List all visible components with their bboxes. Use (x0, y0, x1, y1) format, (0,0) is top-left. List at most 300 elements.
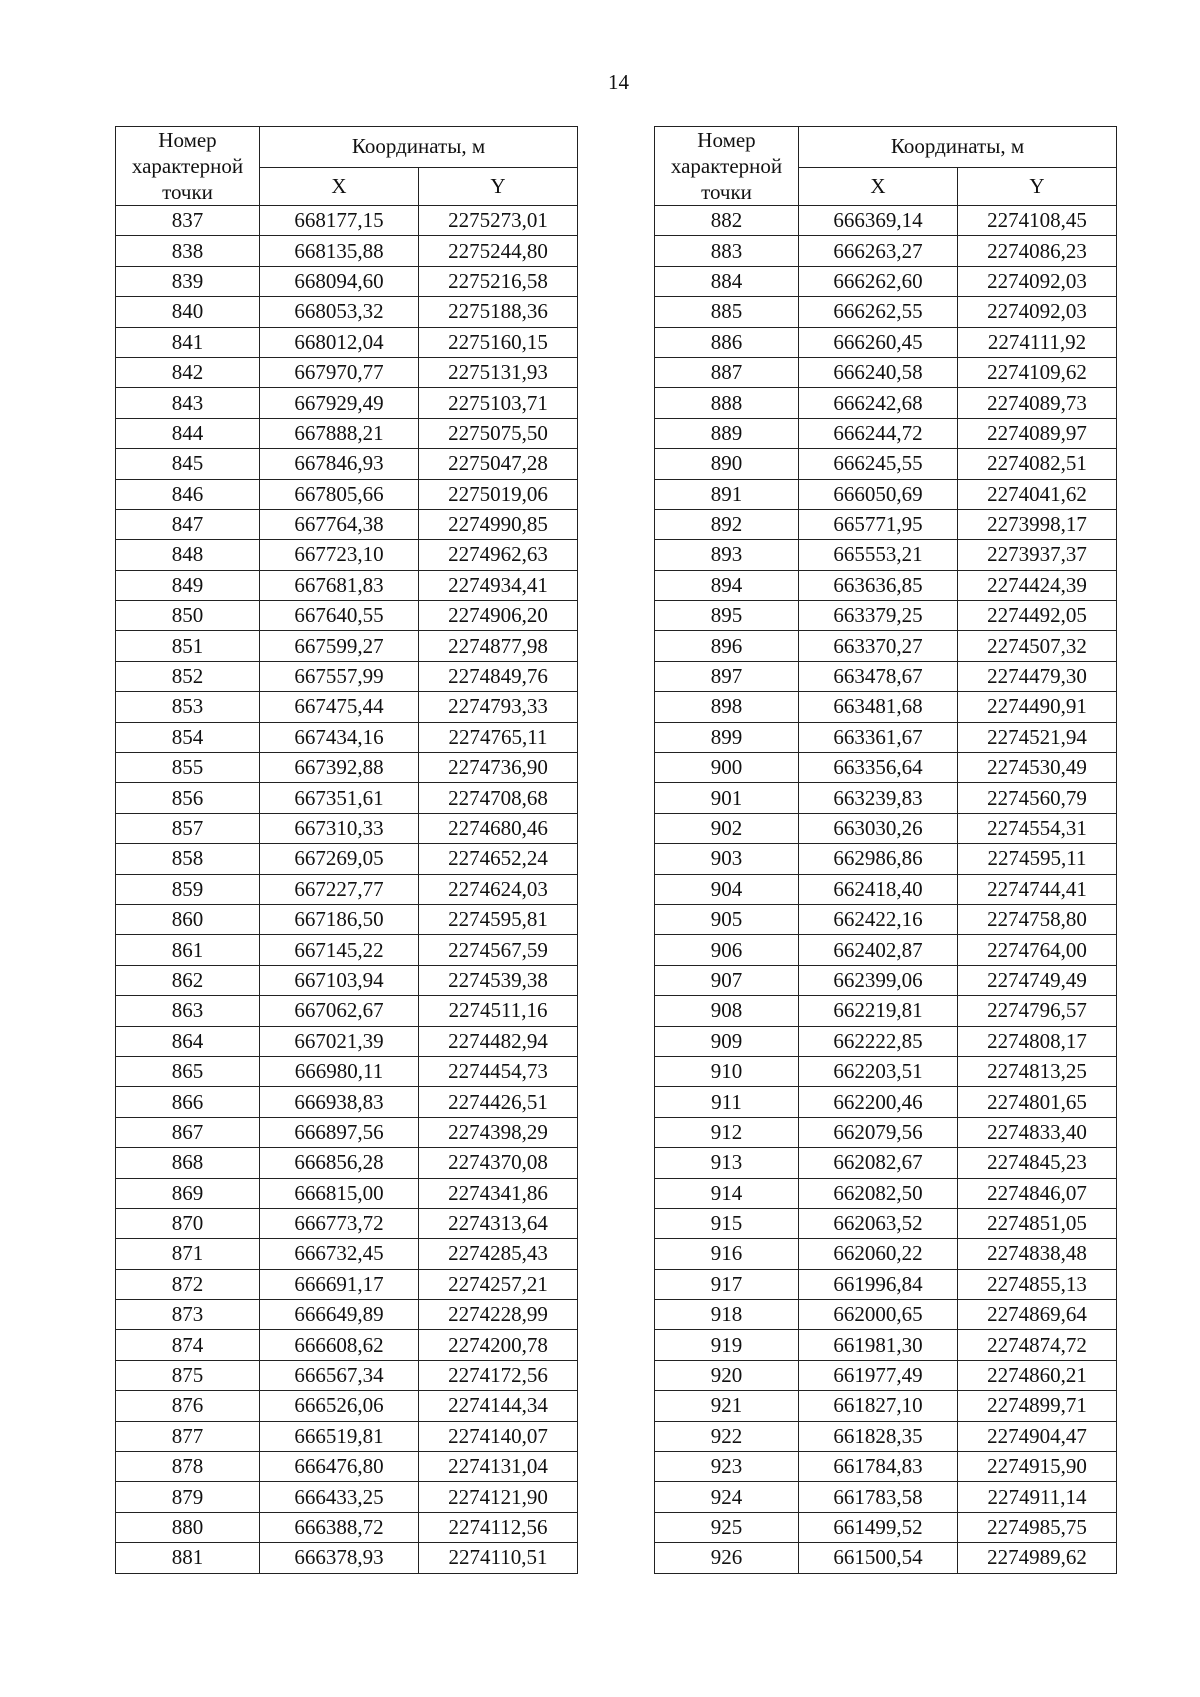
x-coordinate-cell: 666938,83 (260, 1087, 419, 1117)
y-coordinate-cell: 2274934,41 (419, 570, 578, 600)
x-coordinate-cell: 663030,26 (799, 813, 958, 843)
y-coordinate-cell: 2274744,41 (958, 874, 1117, 904)
x-coordinate-cell: 668053,32 (260, 297, 419, 327)
table-row (116, 297, 578, 327)
y-coordinate-cell: 2275047,28 (419, 449, 578, 479)
table-row (655, 388, 1117, 418)
point-number-cell: 900 (655, 753, 799, 783)
point-number-header: Номер характерной точки (655, 127, 799, 206)
x-coordinate-cell: 668177,15 (260, 206, 419, 236)
x-coordinate-cell: 667681,83 (260, 570, 419, 600)
point-number-cell: 926 (655, 1543, 799, 1573)
y-coordinate-cell: 2274758,80 (958, 904, 1117, 934)
x-coordinate-cell: 666433,25 (260, 1482, 419, 1512)
table-row (116, 935, 578, 965)
x-coordinate-cell: 662422,16 (799, 904, 958, 934)
x-header: X (260, 167, 419, 205)
point-number-cell: 858 (116, 844, 260, 874)
point-number-cell: 899 (655, 722, 799, 752)
point-number-cell: 915 (655, 1208, 799, 1238)
y-coordinate-cell: 2274257,21 (419, 1269, 578, 1299)
x-coordinate-cell: 663636,85 (799, 570, 958, 600)
table-row (116, 1330, 578, 1360)
x-coordinate-cell: 667599,27 (260, 631, 419, 661)
table-row (116, 661, 578, 691)
table-row (116, 418, 578, 448)
table-row (116, 1117, 578, 1147)
table-row (655, 540, 1117, 570)
point-number-cell: 894 (655, 570, 799, 600)
point-number-cell: 909 (655, 1026, 799, 1056)
x-coordinate-cell: 662060,22 (799, 1239, 958, 1269)
table-row (116, 692, 578, 722)
x-coordinate-cell: 666980,11 (260, 1056, 419, 1086)
x-coordinate-cell: 666773,72 (260, 1208, 419, 1238)
y-coordinate-cell: 2274764,00 (958, 935, 1117, 965)
x-header: X (799, 167, 958, 205)
x-coordinate-cell: 666649,89 (260, 1300, 419, 1330)
x-coordinate-cell: 667392,88 (260, 753, 419, 783)
x-coordinate-cell: 668094,60 (260, 266, 419, 296)
y-coordinate-cell: 2274109,62 (958, 357, 1117, 387)
point-number-cell: 925 (655, 1512, 799, 1542)
y-coordinate-cell: 2274915,90 (958, 1452, 1117, 1482)
x-coordinate-cell: 666050,69 (799, 479, 958, 509)
y-coordinate-cell: 2274624,03 (419, 874, 578, 904)
point-number-cell: 883 (655, 236, 799, 266)
y-coordinate-cell: 2274144,34 (419, 1391, 578, 1421)
y-coordinate-cell: 2274911,14 (958, 1482, 1117, 1512)
table-row (655, 1300, 1117, 1330)
y-coordinate-cell: 2274846,07 (958, 1178, 1117, 1208)
table-row (655, 904, 1117, 934)
point-number-cell: 857 (116, 813, 260, 843)
x-coordinate-cell: 666476,80 (260, 1452, 419, 1482)
point-number-cell: 847 (116, 509, 260, 539)
x-coordinate-cell: 662000,65 (799, 1300, 958, 1330)
table-row (116, 509, 578, 539)
point-number-cell: 849 (116, 570, 260, 600)
y-coordinate-cell: 2274877,98 (419, 631, 578, 661)
table-row (655, 1360, 1117, 1390)
x-coordinate-cell: 666567,34 (260, 1360, 419, 1390)
table-row (655, 844, 1117, 874)
table-row (116, 904, 578, 934)
point-number-cell: 906 (655, 935, 799, 965)
table-row (655, 996, 1117, 1026)
point-number-cell: 914 (655, 1178, 799, 1208)
table-row (655, 206, 1117, 236)
coordinates-table-left (115, 126, 578, 1574)
table-row (655, 327, 1117, 357)
point-number-cell: 901 (655, 783, 799, 813)
table-row (116, 1239, 578, 1269)
y-header: Y (419, 167, 578, 205)
table-row (116, 996, 578, 1026)
table-row (116, 1026, 578, 1056)
table-row (116, 1208, 578, 1238)
point-number-cell: 872 (116, 1269, 260, 1299)
y-coordinate-cell: 2274899,71 (958, 1391, 1117, 1421)
y-coordinate-cell: 2275019,06 (419, 479, 578, 509)
point-number-cell: 910 (655, 1056, 799, 1086)
page-number: 14 (608, 70, 629, 94)
point-number-cell: 922 (655, 1421, 799, 1451)
y-coordinate-cell: 2274985,75 (958, 1512, 1117, 1542)
x-coordinate-cell: 666856,28 (260, 1148, 419, 1178)
table-row (116, 570, 578, 600)
point-number-cell: 880 (116, 1512, 260, 1542)
y-coordinate-cell: 2275160,15 (419, 327, 578, 357)
point-number-cell: 904 (655, 874, 799, 904)
table-row (116, 965, 578, 995)
x-coordinate-cell: 667103,94 (260, 965, 419, 995)
x-coordinate-cell: 666260,45 (799, 327, 958, 357)
point-number-cell: 876 (116, 1391, 260, 1421)
y-coordinate-cell: 2274808,17 (958, 1026, 1117, 1056)
x-coordinate-cell: 663356,64 (799, 753, 958, 783)
x-coordinate-cell: 666262,60 (799, 266, 958, 296)
y-coordinate-cell: 2273998,17 (958, 509, 1117, 539)
point-number-cell: 869 (116, 1178, 260, 1208)
x-coordinate-cell: 661981,30 (799, 1330, 958, 1360)
y-coordinate-cell: 2274426,51 (419, 1087, 578, 1117)
table-row (655, 1391, 1117, 1421)
table-body-left (116, 206, 578, 1574)
y-coordinate-cell: 2274228,99 (419, 1300, 578, 1330)
y-coordinate-cell: 2274092,03 (958, 266, 1117, 296)
table-row (116, 1300, 578, 1330)
y-coordinate-cell: 2274313,64 (419, 1208, 578, 1238)
point-number-cell: 866 (116, 1087, 260, 1117)
point-number-cell: 838 (116, 236, 260, 266)
y-coordinate-cell: 2274108,45 (958, 206, 1117, 236)
x-coordinate-cell: 662063,52 (799, 1208, 958, 1238)
x-coordinate-cell: 666242,68 (799, 388, 958, 418)
x-coordinate-cell: 663361,67 (799, 722, 958, 752)
x-coordinate-cell: 666245,55 (799, 449, 958, 479)
y-coordinate-cell: 2274874,72 (958, 1330, 1117, 1360)
x-coordinate-cell: 662082,50 (799, 1178, 958, 1208)
y-coordinate-cell: 2273937,37 (958, 540, 1117, 570)
point-number-cell: 908 (655, 996, 799, 1026)
table-row (655, 509, 1117, 539)
point-number-cell: 878 (116, 1452, 260, 1482)
x-coordinate-cell: 665771,95 (799, 509, 958, 539)
point-number-cell: 863 (116, 996, 260, 1026)
point-number-cell: 871 (116, 1239, 260, 1269)
x-coordinate-cell: 662399,06 (799, 965, 958, 995)
x-coordinate-cell: 661783,58 (799, 1482, 958, 1512)
y-coordinate-cell: 2274869,64 (958, 1300, 1117, 1330)
point-number-cell: 895 (655, 601, 799, 631)
point-number-cell: 873 (116, 1300, 260, 1330)
x-coordinate-cell: 666263,27 (799, 236, 958, 266)
table-row (655, 1452, 1117, 1482)
table-row (655, 874, 1117, 904)
y-coordinate-cell: 2274507,32 (958, 631, 1117, 661)
table-row (116, 1452, 578, 1482)
table-row (116, 357, 578, 387)
x-coordinate-cell: 667888,21 (260, 418, 419, 448)
x-coordinate-cell: 663239,83 (799, 783, 958, 813)
y-coordinate-cell: 2274370,08 (419, 1148, 578, 1178)
x-coordinate-cell: 662402,87 (799, 935, 958, 965)
x-coordinate-cell: 663379,25 (799, 601, 958, 631)
table-row (116, 540, 578, 570)
y-coordinate-cell: 2275075,50 (419, 418, 578, 448)
y-coordinate-cell: 2274089,73 (958, 388, 1117, 418)
y-coordinate-cell: 2274086,23 (958, 236, 1117, 266)
point-number-cell: 907 (655, 965, 799, 995)
x-coordinate-cell: 666526,06 (260, 1391, 419, 1421)
y-coordinate-cell: 2275188,36 (419, 297, 578, 327)
y-coordinate-cell: 2274398,29 (419, 1117, 578, 1147)
y-coordinate-cell: 2274801,65 (958, 1087, 1117, 1117)
coordinates-header: Координаты, м (799, 127, 1117, 168)
x-coordinate-cell: 666691,17 (260, 1269, 419, 1299)
point-number-cell: 913 (655, 1148, 799, 1178)
point-number-cell: 874 (116, 1330, 260, 1360)
x-coordinate-cell: 662219,81 (799, 996, 958, 1026)
x-coordinate-cell: 667227,77 (260, 874, 419, 904)
point-number-cell: 917 (655, 1269, 799, 1299)
point-number-cell: 837 (116, 206, 260, 236)
y-coordinate-cell: 2275244,80 (419, 236, 578, 266)
point-number-cell: 884 (655, 266, 799, 296)
y-coordinate-cell: 2274121,90 (419, 1482, 578, 1512)
table-row (116, 1148, 578, 1178)
point-number-cell: 881 (116, 1543, 260, 1573)
table-row (116, 1178, 578, 1208)
table-row (116, 1056, 578, 1086)
point-number-cell: 850 (116, 601, 260, 631)
table-row (116, 327, 578, 357)
y-coordinate-cell: 2274285,43 (419, 1239, 578, 1269)
x-coordinate-cell: 667557,99 (260, 661, 419, 691)
point-number-cell: 889 (655, 418, 799, 448)
x-coordinate-cell: 667640,55 (260, 601, 419, 631)
point-number-cell: 844 (116, 418, 260, 448)
y-coordinate-cell: 2274989,62 (958, 1543, 1117, 1573)
x-coordinate-cell: 667723,10 (260, 540, 419, 570)
table-row (655, 570, 1117, 600)
table-row (655, 479, 1117, 509)
table-row (655, 1087, 1117, 1117)
point-number-cell: 903 (655, 844, 799, 874)
table-row (116, 1087, 578, 1117)
table-row (655, 1543, 1117, 1573)
y-coordinate-cell: 2274855,13 (958, 1269, 1117, 1299)
x-coordinate-cell: 662203,51 (799, 1056, 958, 1086)
y-coordinate-cell: 2275131,93 (419, 357, 578, 387)
table-row (655, 601, 1117, 631)
table-row (655, 1056, 1117, 1086)
y-coordinate-cell: 2274092,03 (958, 297, 1117, 327)
x-coordinate-cell: 662986,86 (799, 844, 958, 874)
point-number-cell: 877 (116, 1421, 260, 1451)
point-number-cell: 859 (116, 874, 260, 904)
point-number-cell: 860 (116, 904, 260, 934)
point-number-cell: 851 (116, 631, 260, 661)
point-number-cell: 870 (116, 1208, 260, 1238)
x-coordinate-cell: 667186,50 (260, 904, 419, 934)
point-number-cell: 839 (116, 266, 260, 296)
table-row (655, 266, 1117, 296)
table-row (116, 206, 578, 236)
point-number-cell: 896 (655, 631, 799, 661)
x-coordinate-cell: 667310,33 (260, 813, 419, 843)
point-number-cell: 923 (655, 1452, 799, 1482)
y-coordinate-cell: 2274849,76 (419, 661, 578, 691)
y-coordinate-cell: 2274833,40 (958, 1117, 1117, 1147)
x-coordinate-cell: 666388,72 (260, 1512, 419, 1542)
x-coordinate-cell: 667805,66 (260, 479, 419, 509)
table-row (655, 935, 1117, 965)
point-number-cell: 852 (116, 661, 260, 691)
point-number-cell: 891 (655, 479, 799, 509)
point-number-cell: 845 (116, 449, 260, 479)
table-row (655, 965, 1117, 995)
x-coordinate-cell: 662200,46 (799, 1087, 958, 1117)
x-coordinate-cell: 667764,38 (260, 509, 419, 539)
y-coordinate-cell: 2274112,56 (419, 1512, 578, 1542)
point-number-cell: 882 (655, 206, 799, 236)
x-coordinate-cell: 667269,05 (260, 844, 419, 874)
y-coordinate-cell: 2274595,11 (958, 844, 1117, 874)
x-coordinate-cell: 663370,27 (799, 631, 958, 661)
y-coordinate-cell: 2274680,46 (419, 813, 578, 843)
x-coordinate-cell: 667475,44 (260, 692, 419, 722)
y-coordinate-cell: 2274736,90 (419, 753, 578, 783)
point-number-cell: 897 (655, 661, 799, 691)
point-number-cell: 919 (655, 1330, 799, 1360)
table-row (116, 1269, 578, 1299)
point-number-cell: 855 (116, 753, 260, 783)
x-coordinate-cell: 662222,85 (799, 1026, 958, 1056)
table-row (655, 357, 1117, 387)
y-coordinate-cell: 2274708,68 (419, 783, 578, 813)
table-row (655, 1026, 1117, 1056)
table-row (655, 297, 1117, 327)
y-coordinate-cell: 2274341,86 (419, 1178, 578, 1208)
point-number-cell: 856 (116, 783, 260, 813)
point-number-cell: 905 (655, 904, 799, 934)
x-coordinate-cell: 661827,10 (799, 1391, 958, 1421)
table-row (116, 813, 578, 843)
x-coordinate-cell: 661499,52 (799, 1512, 958, 1542)
point-number-cell: 840 (116, 297, 260, 327)
table-row (116, 479, 578, 509)
y-coordinate-cell: 2274860,21 (958, 1360, 1117, 1390)
point-number-cell: 912 (655, 1117, 799, 1147)
table-row (116, 1482, 578, 1512)
point-number-cell: 920 (655, 1360, 799, 1390)
y-coordinate-cell: 2274482,94 (419, 1026, 578, 1056)
y-coordinate-cell: 2274041,62 (958, 479, 1117, 509)
y-coordinate-cell: 2274765,11 (419, 722, 578, 752)
x-coordinate-cell: 666378,93 (260, 1543, 419, 1573)
x-coordinate-cell: 666369,14 (799, 206, 958, 236)
point-number-cell: 848 (116, 540, 260, 570)
y-coordinate-cell: 2275103,71 (419, 388, 578, 418)
x-coordinate-cell: 663481,68 (799, 692, 958, 722)
y-coordinate-cell: 2274904,47 (958, 1421, 1117, 1451)
table-row (116, 449, 578, 479)
table-row (116, 722, 578, 752)
point-number-cell: 862 (116, 965, 260, 995)
table-row (655, 1239, 1117, 1269)
table-row (655, 449, 1117, 479)
point-number-cell: 843 (116, 388, 260, 418)
y-coordinate-cell: 2274424,39 (958, 570, 1117, 600)
y-coordinate-cell: 2274813,25 (958, 1056, 1117, 1086)
y-coordinate-cell: 2274652,24 (419, 844, 578, 874)
point-number-cell: 893 (655, 540, 799, 570)
point-number-cell: 892 (655, 509, 799, 539)
table-row (116, 1543, 578, 1573)
table-row (655, 692, 1117, 722)
x-coordinate-cell: 666897,56 (260, 1117, 419, 1147)
x-coordinate-cell: 666519,81 (260, 1421, 419, 1451)
x-coordinate-cell: 666815,00 (260, 1178, 419, 1208)
table-row (116, 388, 578, 418)
y-coordinate-cell: 2274131,04 (419, 1452, 578, 1482)
coordinates-header: Координаты, м (260, 127, 578, 168)
point-number-cell: 890 (655, 449, 799, 479)
table-row (655, 418, 1117, 448)
y-coordinate-cell: 2274560,79 (958, 783, 1117, 813)
point-number-cell: 924 (655, 1482, 799, 1512)
y-coordinate-cell: 2274111,92 (958, 327, 1117, 357)
point-number-cell: 875 (116, 1360, 260, 1390)
y-header: Y (958, 167, 1117, 205)
x-coordinate-cell: 662082,67 (799, 1148, 958, 1178)
point-number-cell: 902 (655, 813, 799, 843)
y-coordinate-cell: 2274490,91 (958, 692, 1117, 722)
table-row (655, 813, 1117, 843)
point-number-cell: 864 (116, 1026, 260, 1056)
table-row (655, 1117, 1117, 1147)
point-number-cell: 868 (116, 1148, 260, 1178)
table-row (655, 1208, 1117, 1238)
x-coordinate-cell: 668135,88 (260, 236, 419, 266)
y-coordinate-cell: 2274082,51 (958, 449, 1117, 479)
table-row (655, 753, 1117, 783)
table-row (116, 601, 578, 631)
table-row (655, 1178, 1117, 1208)
table-row (655, 1421, 1117, 1451)
point-number-cell: 916 (655, 1239, 799, 1269)
x-coordinate-cell: 661977,49 (799, 1360, 958, 1390)
x-coordinate-cell: 667434,16 (260, 722, 419, 752)
x-coordinate-cell: 666262,55 (799, 297, 958, 327)
table-row (116, 236, 578, 266)
point-number-cell: 842 (116, 357, 260, 387)
y-coordinate-cell: 2274796,57 (958, 996, 1117, 1026)
x-coordinate-cell: 663478,67 (799, 661, 958, 691)
point-number-cell: 854 (116, 722, 260, 752)
point-number-cell: 865 (116, 1056, 260, 1086)
y-coordinate-cell: 2274793,33 (419, 692, 578, 722)
y-coordinate-cell: 2274845,23 (958, 1148, 1117, 1178)
y-coordinate-cell: 2274554,31 (958, 813, 1117, 843)
x-coordinate-cell: 667970,77 (260, 357, 419, 387)
point-number-cell: 853 (116, 692, 260, 722)
table-body-right (655, 206, 1117, 1574)
x-coordinate-cell: 662079,56 (799, 1117, 958, 1147)
x-coordinate-cell: 665553,21 (799, 540, 958, 570)
